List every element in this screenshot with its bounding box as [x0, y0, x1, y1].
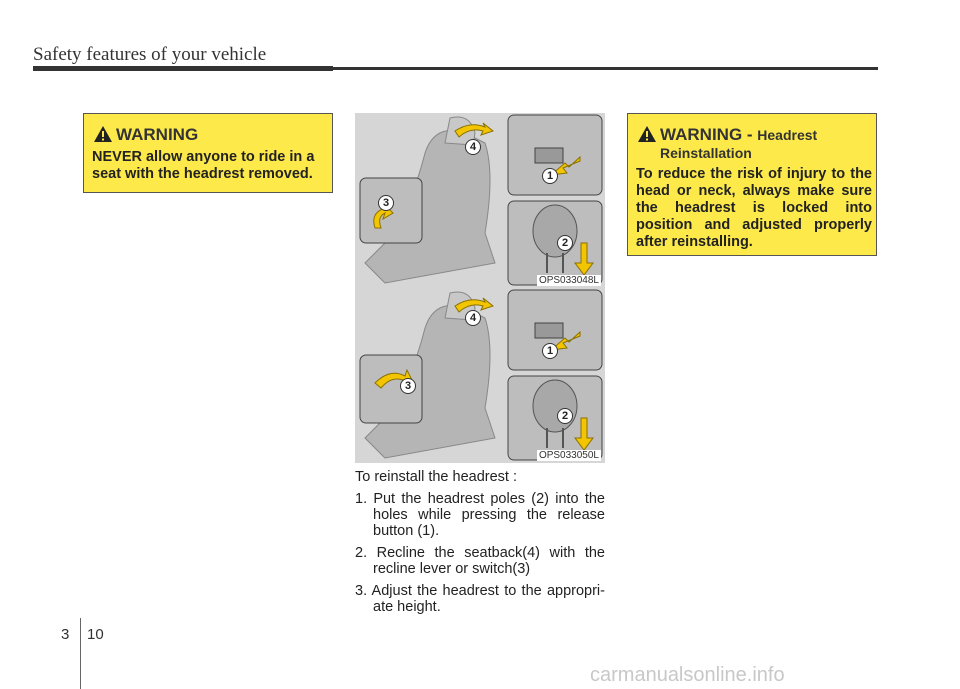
figure-code: OPS033048L [538, 275, 599, 286]
callout-3: 3 [378, 195, 394, 211]
footer-divider [80, 618, 81, 689]
warning-title-left: WARNING [116, 125, 199, 144]
warning-triangle-icon [94, 126, 112, 142]
instructions [355, 469, 605, 621]
warning-subtitle: Headrest Reinstallation [660, 127, 818, 161]
instruction-step: 1. Put the headrest poles (2) into the holes while pressing the release button (1). [355, 491, 605, 539]
warning-body-left: NEVER allow anyone to ride in a seat with the headrest removed. [92, 149, 315, 182]
callout-4: 4 [465, 139, 481, 155]
warning-box-right [627, 113, 877, 256]
warning-box-left [83, 113, 333, 193]
figure-code: OPS033050L [538, 450, 599, 461]
figure-type-a [355, 113, 605, 288]
callout-4: 4 [465, 310, 481, 326]
header-rule-accent [33, 66, 333, 71]
callout-1: 1 [542, 343, 558, 359]
warning-title-text: WARNING - [660, 125, 758, 144]
page-header-title: Safety features of your vehicle [33, 44, 267, 65]
callout-1: 1 [542, 168, 558, 184]
warning-triangle-icon [638, 126, 656, 142]
warning-title-right [660, 126, 870, 162]
callout-3: 3 [400, 378, 416, 394]
instructions-intro: To reinstall the headrest : [355, 469, 518, 485]
instruction-step: 3. Adjust the headrest to the appropri- ate height. [355, 583, 605, 615]
callout-2: 2 [557, 408, 573, 424]
warning-body-right: To reduce the risk of injury to the head or neck, always make sure the headrest is locked into position and adjusted properly after reinstalling. [636, 166, 872, 250]
callout-2: 2 [557, 235, 573, 251]
watermark: carmanualsonline.info [590, 664, 785, 686]
section-number: 3 [61, 626, 70, 643]
page-number: 10 [87, 626, 104, 643]
instruction-step: 2. Recline the seatback(4) with the recline lever or switch(3) [355, 545, 605, 577]
figure-type-b [355, 288, 605, 463]
